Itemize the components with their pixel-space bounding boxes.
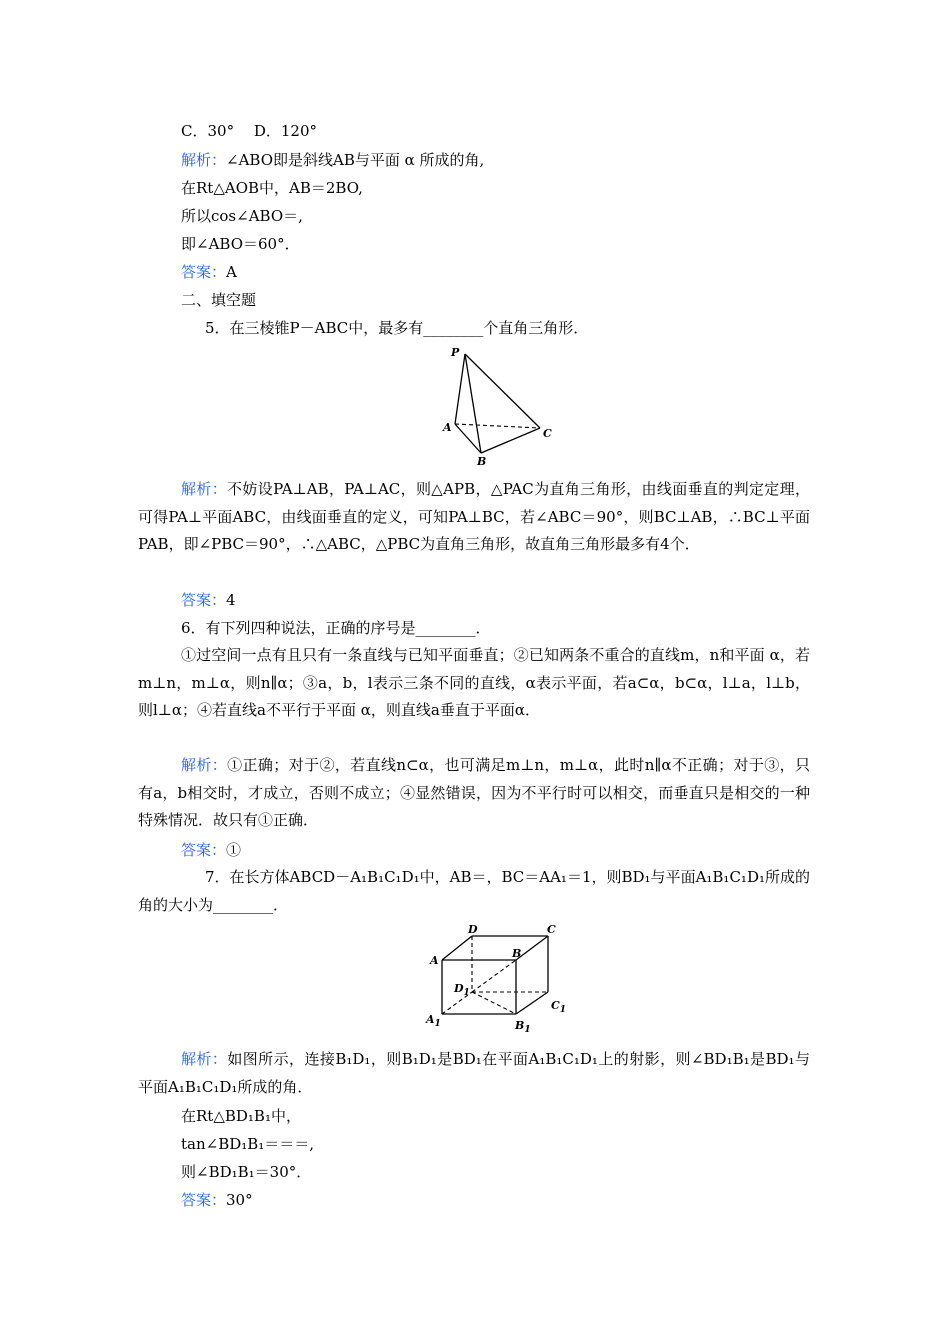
q5-analysis-text: 不妨设PA⊥AB，PA⊥AC，则△APB，△PAC为直角三角形，由线面垂直的判定定理，可得PA⊥平面ABC，由线面垂直的定义，可知PA⊥BC，若∠ABC＝90°，则BC⊥AB，∴BC⊥平面PAB，即∠PBC＝90°，∴△ABC，△PBC为直角三角形，故直角三角形最多有4个． [138,480,810,553]
analysis-line-4: 即∠ABO＝60°． [181,235,300,253]
answer-line [181,262,237,282]
q7-analysis-line-4: 则∠BD₁B₁＝30°． [181,1163,312,1181]
q7-cuboid-figure [420,922,580,1040]
q6-analysis [138,752,810,835]
q7-analysis-label: 解析： [181,1050,228,1068]
label-p: P [451,346,460,359]
q7-analysis [138,1046,810,1101]
q5-answer-label: 答案： [181,591,227,609]
q6-analysis-text: ①正确；对于②，若直线n⊂α，也可满足m⊥n，m⊥α，此时n∥α不正确；对于③，只有a，b相交时，才成立，否则不成立；④显然错误，因为不平行时可以相交，而垂直只是相交的一种特殊情况．故只有①正确． [138,756,810,829]
label-c: C [547,923,556,936]
q6-answer-label: 答案： [181,841,227,859]
section-heading: 二、填空题 [181,291,257,309]
q7-answer-value: 30° [226,1191,253,1209]
analysis-text: ∠ABO即是斜线AB与平面 α 所成的角, [226,151,485,169]
label-d1: $D_1$ [454,982,470,998]
analysis-line-3: 所以cos∠ABO＝, [181,207,303,225]
q7-answer-label: 答案： [181,1191,227,1209]
edge-d1b1-hidden [472,992,516,1014]
q5-question: 5．在三棱锥P－ABC中，最多有________个直角三角形． [205,319,589,337]
choices-line: C．30° D．120° [181,122,317,140]
edge-pc [465,354,540,428]
q7-answer [181,1190,253,1210]
edge-pa [455,354,465,424]
label-b1: $B_1$ [515,1019,531,1035]
q6-answer [181,840,241,860]
label-a: A [443,421,452,434]
q6-statements: ①过空间一点有且只有一条直线与已知平面垂直；②已知两条不重合的直线m，n和平面 α，若m⊥n，m⊥α，则n∥α；③a，b，l表示三条不同的直线，α表示平面，若a⊂α，b⊂α，l⊥a，l⊥b，则l⊥α；④若直线a不平行于平面 α，则直线a垂直于平面α． [138,646,810,719]
label-b: B [477,455,487,468]
edge-b1c1 [516,992,548,1014]
answer-label: 答案： [181,263,227,281]
label-c1: $C_1$ [551,999,567,1015]
q7-analysis-line-3: tan∠BD₁B₁＝＝＝, [181,1135,315,1153]
label-a: A [430,954,439,967]
label-a1: $A_1$ [426,1013,441,1029]
analysis-line-2: 在Rt△AOB中，AB＝2BO, [181,179,363,197]
q6-question: 6．有下列四种说法，正确的序号是________． [181,619,491,637]
q7-analysis-text: 如图所示，连接B₁D₁，则B₁D₁是BD₁在平面A₁B₁C₁D₁上的射影，则∠BD₁B₁是BD₁与平面A₁B₁C₁D₁所成的角． [138,1050,810,1096]
q5-analysis-label: 解析： [181,480,228,498]
edge-bd1-hidden [472,960,516,992]
edge-ad [442,936,472,960]
q7-question: 7．在长方体ABCD－A₁B₁C₁D₁中，AB＝，BC＝AA₁＝1，则BD₁与平面A₁B₁C₁D₁所成的角的大小为________． [138,868,810,914]
analysis-line-1 [181,150,484,170]
q6-answer-value: ① [226,841,242,859]
q5-pyramid-figure [435,340,565,470]
q5-analysis [138,476,810,559]
q5-answer [181,590,236,610]
answer-value: A [226,263,237,281]
q5-answer-value: 4 [226,591,236,609]
q6-analysis-label: 解析： [181,756,228,774]
label-c: C [543,427,552,440]
edge-bc [481,428,540,453]
analysis-label: 解析： [181,151,227,169]
q7-analysis-line-2: 在Rt△BD₁B₁中， [181,1107,301,1125]
edge-ac-hidden [455,424,540,428]
label-d: D [468,923,478,936]
label-b: B [512,947,522,960]
